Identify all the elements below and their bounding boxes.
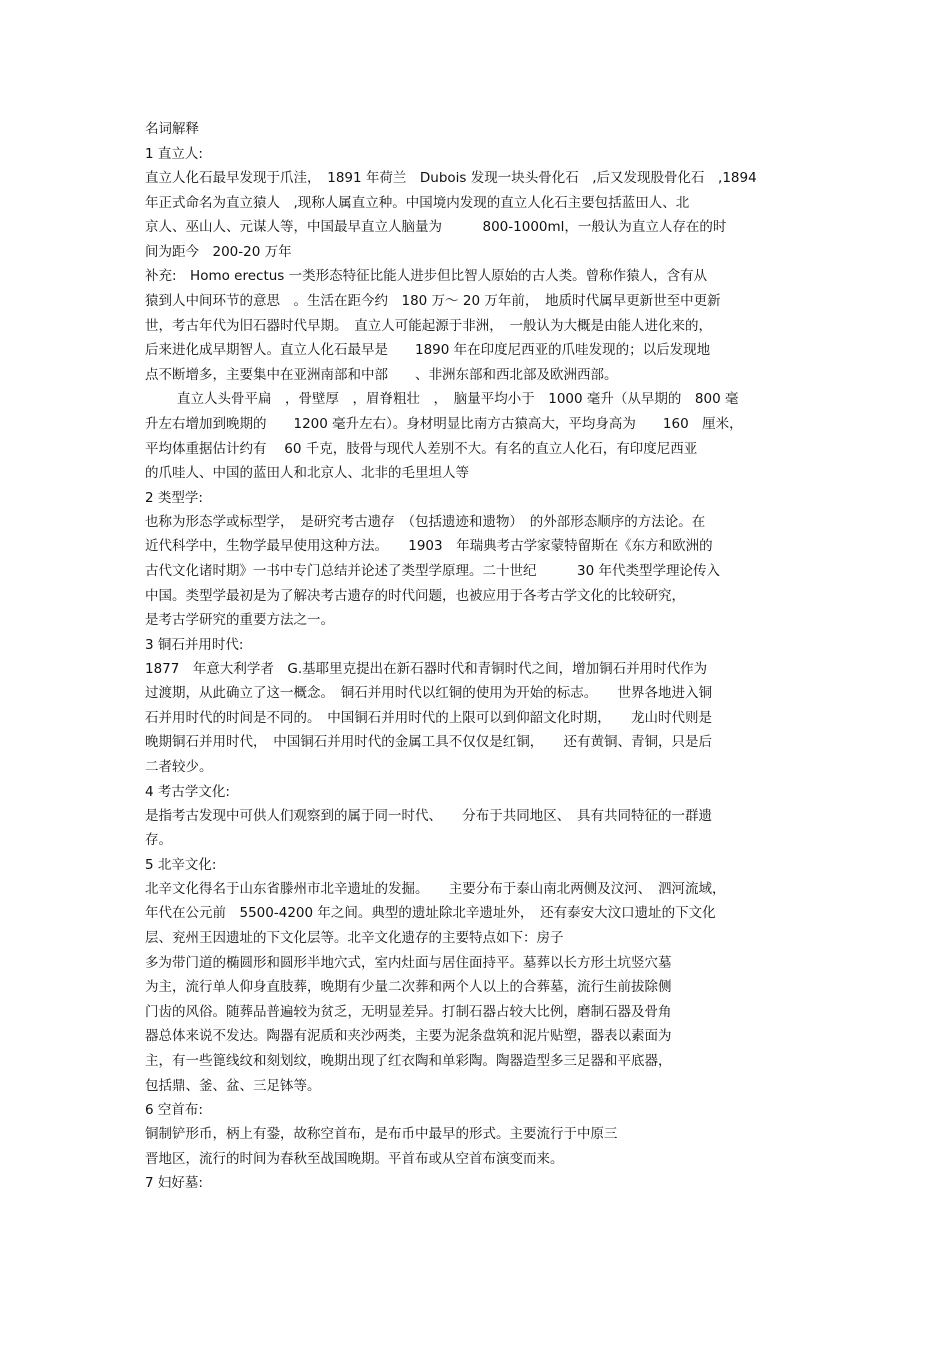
text-line: 年代在公元前 5500-4200 年之间。典型的遗址除北辛遗址外， 还有泰安大汶口遗址的下文化 [145,905,716,922]
text-line: 间为距今 200-20 万年 [145,243,292,260]
text-line: 层、兖州王因遗址的下文化层等。北辛文化遗存的主要特点如下：房子 [145,930,564,947]
text-line: 中国。类型学最初是为了解决考古遗存的时代问题，也被应用于各考古学文化的比较研究， [145,587,685,604]
text-line: 后来进化成早期智人。直立人化石最早是 1890 年在印度尼西亚的爪哇发现的；以后发现地 [145,342,711,359]
text-line: 补充: Homo erectus 一类形态特征比能人进步但比智人原始的古人类。曾称作猿人，含有从 [145,268,708,285]
text-line: 是指考古发现中可供人们观察到的属于同一时代、 分布于共同地区、 具有共同特征的一群遗 [145,807,712,824]
entry-heading: 2 类型学: [145,489,203,506]
text-line: 器总体来说不发达。陶器有泥质和夹沙两类，主要为泥条盘筑和泥片贴塑，器表以素面为 [145,1028,672,1045]
text-line: 北辛文化得名于山东省滕州市北辛遗址的发掘。 主要分布于泰山南北两侧及汶河、 泗河流域， [145,880,726,897]
document-body [145,117,815,1195]
entry-archaeological-culture [145,780,815,853]
text-line: 门齿的风俗。随葬品普遍较为贫乏，无明显差异。打制石器占较大比例，磨制石器及骨角 [145,1003,672,1020]
text-line: 多为带门道的椭圆形和圆形半地穴式，室内灶面与居住面持平。墓葬以长方形土坑竖穴墓 [145,954,672,971]
text-line: 主，有一些篦线纹和刻划纹，晚期出现了红衣陶和单彩陶。陶器造型多三足器和平底器， [145,1053,672,1069]
entry-heading: 5 北辛文化: [145,856,217,873]
text-line: 近代科学中，生物学最早使用这种方法。 1903 年瑞典考古学家蒙特留斯在《东方和欧洲的 [145,538,713,555]
text-line: 过渡期，从此确立了这一概念。 铜石并用时代以红铜的使用为开始的标志。 世界各地进入铜 [145,685,712,702]
entry-beixin-culture [145,853,815,1098]
text-line: 升左右增加到晚期的 1200 毫升左右）。身材明显比南方古猿高大，平均身高为 160 厘米， [145,415,743,432]
text-line: 也称为形态学或标型学， 是研究考古遗存 （包括遗迹和遗物） 的外部形态顺序的方法论。在 [145,513,706,530]
entry-typology [145,486,815,633]
text-line: 猿到人中间环节的意思 。生活在距今约 180 万～ 20 万年前， 地质时代属早更新世至中更新 [145,292,721,309]
entry-heading: 1 直立人: [145,146,203,162]
text-line: 京人、巫山人、元谋人等，中国最早直立人脑量为 800-1000ml，一般认为直立人存在的时 [145,219,727,236]
entry-chalcolithic [145,633,815,780]
text-line: 为主，流行单人仰身直肢葬，晚期有少量二次葬和两个人以上的合葬墓，流行生前拔除侧 [145,979,672,996]
text-line: 存。 [145,832,172,849]
entry-fuhao-tomb [145,1171,815,1195]
text-line: 包括鼎、釜、盆、三足钵等。 [145,1077,321,1094]
text-line: 1877 年意大利学者 G.基耶里克提出在新石器时代和青铜时代之间，增加铜石并用时代作为 [145,660,708,677]
entry-heading: 6 空首布: [145,1102,203,1119]
entry-heading: 4 考古学文化: [145,783,230,800]
entry-homo-erectus [145,142,815,486]
entry-hollow-handle-spade-coin [145,1098,815,1171]
text-line: 直立人头骨平扁 ，骨壁厚 ，眉脊粗壮 ， 脑量平均小于 1000 毫升（从早期的 800 毫 [177,391,739,408]
text-line: 点不断增多，主要集中在亚洲南部和中部 、非洲东部和西北部及欧洲西部。 [145,366,618,383]
text-line: 平均体重据估计约有 60 千克，肢骨与现代人差别不大。有名的直立人化石，有印度尼西亚 [145,440,698,457]
text-line: 晋地区，流行的时间为春秋至战国晚期。平首布或从空首布演变而来。 [145,1150,564,1167]
text-line: 世，考古年代为旧石器时代早期。 直立人可能起源于非洲， 一般认为大概是由能人进化来的， [145,317,712,334]
text-line: 是考古学研究的重要方法之一。 [145,612,334,629]
entry-heading: 3 铜石并用时代: [145,636,244,653]
text-line: 的爪哇人、中国的蓝田人和北京人、北非的毛里坦人等 [145,465,469,482]
text-line: 石并用时代的时间是不同的。 中国铜石并用时代的上限可以到仰韶文化时期， 龙山时代则是 [145,709,712,726]
text-line: 二者较少。 [145,759,213,776]
text-line: 年正式命名为直立猿人 ,现称人属直立种。中国境内发现的直立人化石主要包括蓝田人、北 [145,194,690,211]
text-line: 铜制铲形币，柄上有銎，故称空首布，是布币中最早的形式。主要流行于中原三 [145,1126,618,1143]
entry-heading: 7 妇好墓: [145,1175,203,1192]
document-title: 名词解释 [145,121,199,137]
text-line: 晚期铜石并用时代， 中国铜石并用时代的金属工具不仅仅是红铜， 还有黄铜、青铜，只是后 [145,734,712,751]
text-line: 直立人化石最早发现于爪洼， 1891 年荷兰 Dubois 发现一块头骨化石 ,后又发现股骨化石 ,1894 [145,170,757,186]
text-line: 古代文化诸时期》一书中专门总结并论述了类型学原理。二十世纪 30 年代类型学理论传入 [145,562,720,579]
